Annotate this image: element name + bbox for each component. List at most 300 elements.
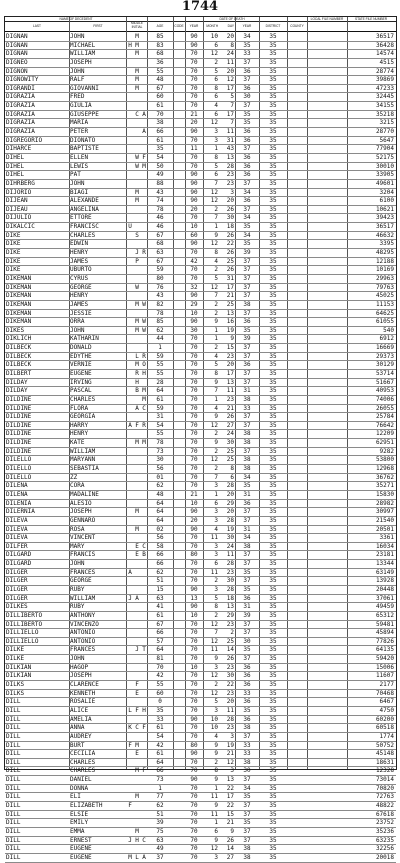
birth-year-cell: 13 — [190, 594, 198, 602]
table-row — [5, 560, 396, 569]
table-row — [5, 698, 396, 707]
first-name-cell: HENRY — [70, 430, 89, 438]
death-month-cell: 2 — [214, 465, 218, 473]
sex-cell: A — [135, 404, 139, 412]
state-file-cell: 63235 — [375, 836, 394, 844]
district-cell: 35 — [269, 102, 277, 110]
state-file-cell: 28774 — [375, 67, 394, 75]
birth-year-cell: 70 — [190, 465, 198, 473]
age-cell: 63 — [156, 594, 164, 602]
first-name-cell: EMILY — [70, 819, 89, 827]
death-year-cell: 37 — [243, 283, 251, 291]
state-file-cell: 30129 — [375, 361, 394, 369]
district-cell: 35 — [269, 681, 277, 689]
last-name-cell: DIKEMAN — [6, 274, 32, 282]
death-year-cell: 37 — [243, 629, 251, 637]
table-row — [5, 621, 396, 630]
age-cell: 46 — [156, 214, 164, 222]
first-name-cell: GENNARO — [70, 516, 96, 524]
last-name-cell: DILELLO — [6, 473, 32, 481]
first-name-cell: DONNA — [70, 784, 89, 792]
death-month-cell: 12 — [210, 240, 218, 248]
sex-cell: E — [135, 689, 139, 697]
death-day-cell: 30 — [226, 534, 234, 542]
age-cell: 49 — [156, 845, 164, 853]
death-year-cell: 37 — [243, 620, 251, 628]
death-day-cell: 8 — [230, 41, 234, 49]
middle-initial-cell: M — [128, 853, 132, 861]
birth-year-cell: 70 — [190, 50, 198, 58]
table-row — [5, 214, 396, 223]
last-name-cell: DILL — [6, 836, 21, 844]
death-day-cell: 28 — [226, 162, 234, 170]
birth-year-cell: 20 — [190, 516, 198, 524]
state-file-cell: 12328 — [375, 767, 394, 775]
death-month-cell: 8 — [214, 369, 218, 377]
birth-year-cell: 70 — [190, 698, 198, 706]
death-month-cell: 6 — [214, 76, 218, 84]
sex-cell: B — [135, 387, 139, 395]
first-name-cell: ELIZABETH — [70, 802, 103, 810]
district-cell: 35 — [269, 283, 277, 291]
first-name-cell: ELLEN — [70, 153, 89, 161]
birth-year-cell: 90 — [190, 715, 198, 723]
sex-cell: F — [135, 681, 139, 689]
state-file-cell: 63149 — [375, 568, 394, 576]
last-name-cell: DILDINE — [6, 395, 32, 403]
death-year-cell: 35 — [243, 568, 251, 576]
middle-initial-cell: F — [128, 802, 132, 810]
table-row — [5, 526, 396, 535]
first-name-cell: JAMES — [70, 300, 89, 308]
sex-cell: M — [135, 827, 139, 835]
birth-year-cell: 70 — [190, 162, 198, 170]
death-month-cell: 8 — [214, 153, 218, 161]
first-name-cell: ORRA — [70, 318, 85, 326]
state-file-cell: 32256 — [375, 845, 394, 853]
first-name-cell: MICHAEL — [70, 41, 96, 49]
sex-cell: M — [135, 793, 139, 801]
birth-year-cell: 90 — [190, 240, 198, 248]
race-cell: C — [142, 404, 146, 412]
death-day-cell: 12 — [226, 76, 234, 84]
sex-cell: M — [135, 508, 139, 516]
death-month-cell: 11 — [210, 646, 218, 654]
first-name-cell: JOSEPH — [70, 672, 92, 680]
table-row — [5, 275, 396, 284]
death-year-cell: 36 — [243, 672, 251, 680]
age-cell: 61 — [156, 750, 164, 758]
death-year-cell: 37 — [243, 421, 251, 429]
death-year-cell: 36 — [243, 499, 251, 507]
birth-year-cell: 80 — [190, 551, 198, 559]
age-cell: 64 — [156, 387, 164, 395]
death-year-cell: 35 — [243, 119, 251, 127]
first-name-cell: PAT — [70, 171, 81, 179]
first-name-cell: CECILIA — [70, 750, 96, 758]
state-file-cell: 64625 — [375, 309, 394, 317]
age-cell: 83 — [156, 41, 164, 49]
district-cell: 35 — [269, 369, 277, 377]
table-row — [5, 707, 396, 716]
first-name-cell: ERNEST — [70, 836, 92, 844]
table-row — [5, 128, 396, 137]
state-file-cell: 15006 — [375, 663, 394, 671]
district-cell: 35 — [269, 620, 277, 628]
age-cell: 64 — [156, 516, 164, 524]
table-row — [5, 266, 396, 275]
sex-cell: R — [135, 369, 139, 377]
district-cell: 35 — [269, 162, 277, 170]
age-cell: 49 — [156, 171, 164, 179]
age-cell: 37 — [156, 853, 164, 861]
first-name-cell: KATE — [70, 439, 85, 447]
death-year-cell: 37 — [243, 102, 251, 110]
state-file-cell: 21540 — [375, 516, 394, 524]
table-row — [5, 180, 396, 189]
first-name-cell: ANTONIO — [70, 629, 96, 637]
death-year-cell: 37 — [243, 516, 251, 524]
first-name-cell: JOHN — [70, 67, 85, 75]
birth-year-cell: 70 — [190, 413, 198, 421]
death-month-cell: 2 — [214, 300, 218, 308]
first-name-cell: RUBY — [70, 603, 85, 611]
death-month-cell: 9 — [214, 655, 218, 663]
death-month-cell: 9 — [214, 836, 218, 844]
age-cell: 46 — [156, 223, 164, 231]
first-name-cell: ANGELINA — [70, 205, 99, 213]
death-year-cell: 37 — [243, 827, 251, 835]
birth-year-cell: 70 — [190, 732, 198, 740]
header-columns — [5, 21, 396, 32]
state-file-cell: 16034 — [375, 542, 394, 550]
birth-year-cell: 70 — [190, 827, 198, 835]
birth-year-cell: 70 — [190, 802, 198, 810]
age-cell: 62 — [156, 802, 164, 810]
death-day-cell: 22 — [226, 681, 234, 689]
state-file-cell: 79763 — [375, 283, 394, 291]
state-file-cell: 12968 — [375, 465, 394, 473]
age-cell: 70 — [156, 663, 164, 671]
first-name-cell: WILLIAM — [70, 594, 96, 602]
death-month-cell: 4 — [214, 732, 218, 740]
first-name-cell: HARRY — [70, 421, 89, 429]
death-day-cell: 25 — [226, 456, 234, 464]
death-day-cell: 23 — [226, 568, 234, 576]
last-name-cell: DILENA — [6, 490, 28, 498]
death-day-cell: 26 — [226, 413, 234, 421]
death-year-cell: 36 — [243, 681, 251, 689]
table-row — [5, 154, 396, 163]
birth-year-cell: 10 — [190, 611, 198, 619]
death-year-cell: 34 — [243, 188, 251, 196]
death-day-cell: 28 — [226, 516, 234, 524]
death-day-cell: 30 — [226, 672, 234, 680]
state-file-cell: 30997 — [375, 508, 394, 516]
district-cell: 35 — [269, 119, 277, 127]
death-year-cell: 38 — [243, 853, 251, 861]
district-cell: 35 — [269, 430, 277, 438]
birth-year-cell: 90 — [190, 603, 198, 611]
death-day-cell: 18 — [226, 594, 234, 602]
age-cell: 55 — [156, 681, 164, 689]
race-cell: F — [142, 153, 146, 161]
table-row — [5, 344, 396, 353]
state-file-cell: 3395 — [379, 240, 394, 248]
death-day-cell: 28 — [226, 482, 234, 490]
last-name-cell: DIGNOWITY — [6, 76, 39, 84]
birth-year-cell: 70 — [190, 249, 198, 257]
birth-year-cell: 70 — [190, 84, 198, 92]
first-name-cell: GIULIA — [70, 102, 92, 110]
birth-year-cell: 70 — [190, 724, 198, 732]
birth-year-cell: 70 — [190, 629, 198, 637]
last-name-cell: DIGNAN — [6, 33, 28, 40]
first-name-cell: JOSEPH — [70, 58, 92, 66]
age-cell: 55 — [156, 361, 164, 369]
first-name-cell: VERNIE — [70, 361, 92, 369]
sex-cell: P — [135, 257, 139, 265]
birth-year-cell: 10 — [190, 223, 198, 231]
table-row — [5, 716, 396, 725]
death-day-cell: 13 — [226, 776, 234, 784]
state-file-cell: 6912 — [379, 335, 394, 343]
death-day-cell: 22 — [226, 802, 234, 810]
death-year-cell: 36 — [243, 663, 251, 671]
state-file-cell: 30010 — [375, 162, 394, 170]
death-day-cell: 26 — [226, 231, 234, 239]
age-cell: 59 — [156, 266, 164, 274]
district-cell: 35 — [269, 577, 277, 585]
age-cell: 60 — [156, 689, 164, 697]
district-cell: 35 — [269, 309, 277, 317]
death-month-cell: 2 — [214, 205, 218, 213]
last-name-cell: DILL — [6, 741, 21, 749]
last-name-cell: DILDINE — [6, 404, 32, 412]
birth-year-cell: 70 — [190, 646, 198, 654]
table-row — [5, 405, 396, 414]
death-year-cell: 39 — [243, 611, 251, 619]
death-day-cell: 20 — [226, 33, 234, 40]
table-row — [5, 672, 396, 681]
death-month-cell: 8 — [214, 603, 218, 611]
last-name-cell: DILLIELLO — [6, 637, 39, 645]
table-row — [5, 750, 396, 759]
table-row — [5, 742, 396, 751]
first-name-cell: CHARLES — [70, 758, 96, 766]
death-day-cell: 22 — [226, 240, 234, 248]
last-name-cell: DIGRAZIA — [6, 128, 35, 136]
race-cell: C — [142, 542, 146, 550]
death-day-cell: 30 — [226, 214, 234, 222]
first-name-cell: HENRY — [70, 249, 89, 257]
last-name-cell: DIHARCE — [6, 145, 32, 153]
age-cell: 55 — [156, 67, 164, 75]
death-year-cell: 36 — [243, 197, 251, 205]
death-year-cell: 37 — [243, 378, 251, 386]
age-cell: 38 — [156, 119, 164, 127]
district-cell: 35 — [269, 810, 277, 818]
death-day-cell: 11 — [226, 128, 234, 136]
table-row — [5, 500, 396, 509]
death-year-cell: 34 — [243, 33, 251, 40]
birth-year-cell: 70 — [190, 456, 198, 464]
table-row — [5, 551, 396, 560]
state-file-cell: 540 — [383, 326, 394, 334]
death-day-cell: 28 — [226, 586, 234, 593]
table-row — [5, 854, 396, 863]
last-name-cell: DILKE — [6, 646, 25, 654]
age-cell: 54 — [156, 732, 164, 740]
death-year-cell: 37 — [243, 551, 251, 559]
state-file-cell: 59481 — [375, 620, 394, 628]
state-file-cell: 59420 — [375, 655, 394, 663]
sex-cell: C — [135, 110, 139, 118]
death-year-cell: 34 — [243, 231, 251, 239]
first-name-cell: EUGENE — [70, 853, 92, 861]
district-cell: 35 — [269, 663, 277, 671]
birth-year-cell: 70 — [190, 810, 198, 818]
age-cell: 64 — [156, 508, 164, 516]
death-year-cell: 31 — [243, 387, 251, 395]
district-cell: 35 — [269, 41, 277, 49]
age-cell: 35 — [156, 145, 164, 153]
sex-cell: L — [135, 853, 139, 861]
first-name-cell: GIOVANNI — [70, 84, 99, 92]
birth-year-cell: 90 — [190, 292, 198, 300]
table-row — [5, 767, 396, 776]
death-month-cell: 7 — [214, 292, 218, 300]
district-cell: 35 — [269, 698, 277, 706]
district-cell: 35 — [269, 318, 277, 326]
last-name-cell: DILL — [6, 793, 21, 801]
state-file-cell: 50752 — [375, 741, 394, 749]
last-name-cell: DILDINE — [6, 439, 32, 447]
age-cell: 62 — [156, 326, 164, 334]
last-name-cell: DILGER — [6, 568, 28, 576]
death-day-cell: 17 — [226, 283, 234, 291]
death-month-cell: 8 — [214, 767, 218, 775]
race-cell: R — [142, 249, 146, 257]
sex-cell: J — [135, 646, 139, 654]
birth-year-cell: 30 — [190, 326, 198, 334]
district-cell: 35 — [269, 145, 277, 153]
age-cell: 67 — [156, 231, 164, 239]
death-day-cell: 29 — [226, 611, 234, 619]
age-cell: 0 — [158, 698, 162, 706]
district-cell: 35 — [269, 827, 277, 835]
death-month-cell: 5 — [214, 594, 218, 602]
first-name-cell: MARYANN — [70, 456, 96, 464]
death-year-cell: 35 — [243, 793, 251, 801]
death-day-cell: 23 — [226, 620, 234, 628]
record-list — [5, 33, 396, 863]
age-cell: 15 — [156, 586, 164, 593]
sex-cell: M — [135, 326, 139, 334]
last-name-cell: DIJORIO — [6, 188, 32, 196]
death-year-cell: 38 — [243, 758, 251, 766]
birth-year-cell: 70 — [190, 447, 198, 455]
table-row — [5, 456, 396, 465]
state-file-cell: 20448 — [375, 586, 394, 593]
table-row — [5, 189, 396, 198]
first-name-cell: JOHN — [70, 560, 85, 568]
death-year-cell: 34 — [243, 473, 251, 481]
death-day-cell: 26 — [226, 249, 234, 257]
state-file-cell: 76642 — [375, 421, 394, 429]
death-day-cell: 23 — [226, 179, 234, 187]
age-cell: 43 — [156, 188, 164, 196]
death-month-cell: 4 — [214, 525, 218, 533]
death-day-cell: 22 — [226, 784, 234, 792]
district-cell: 35 — [269, 784, 277, 792]
age-cell: 66 — [156, 560, 164, 568]
district-cell: 35 — [269, 335, 277, 343]
table-row — [5, 50, 396, 59]
death-day-cell: 8 — [230, 465, 234, 473]
state-file-cell: 45025 — [375, 292, 394, 300]
death-month-cell: 3 — [214, 542, 218, 550]
district-cell: 35 — [269, 257, 277, 265]
birth-year-cell: 90 — [190, 188, 198, 196]
death-month-cell: 2 — [214, 309, 218, 317]
birth-year-cell: 10 — [190, 663, 198, 671]
last-name-cell: DILL — [6, 758, 21, 766]
death-year-cell: 37 — [243, 508, 251, 516]
district-cell: 35 — [269, 646, 277, 654]
death-year-cell: 35 — [243, 110, 251, 118]
death-day-cell: 20 — [226, 508, 234, 516]
death-day-cell: 43 — [226, 145, 234, 153]
col-first: FIRST — [93, 24, 103, 28]
death-year-cell: 37 — [243, 369, 251, 377]
death-day-cell: 17 — [226, 84, 234, 92]
table-row — [5, 759, 396, 768]
age-cell: 74 — [156, 197, 164, 205]
death-day-cell: 19 — [226, 525, 234, 533]
age-cell: 61 — [156, 724, 164, 732]
state-file-cell: 4750 — [379, 706, 394, 714]
table-row — [5, 76, 396, 85]
first-name-cell: ALEXANDE — [70, 197, 99, 205]
birth-year-cell: 70 — [190, 767, 198, 775]
last-name-cell: DIKE — [6, 249, 21, 257]
birth-year-cell: 70 — [190, 793, 198, 801]
district-cell: 35 — [269, 128, 277, 136]
age-cell: 63 — [156, 836, 164, 844]
death-month-cell: 12 — [210, 197, 218, 205]
death-year-cell: 36 — [243, 698, 251, 706]
middle-initial-cell: J — [128, 836, 132, 844]
death-day-cell: 19 — [226, 741, 234, 749]
death-month-cell: 8 — [214, 84, 218, 92]
first-name-cell: JOHN — [70, 179, 85, 187]
death-day-cell: 25 — [226, 447, 234, 455]
death-year-cell: 37 — [243, 810, 251, 818]
first-name-cell: MADALINE — [70, 490, 99, 498]
state-file-cell: 52175 — [375, 153, 394, 161]
death-year-cell: 33 — [243, 741, 251, 749]
birth-year-cell: 70 — [190, 439, 198, 447]
district-cell: 35 — [269, 456, 277, 464]
district-cell: 35 — [269, 421, 277, 429]
table-row — [5, 68, 396, 77]
district-cell: 35 — [269, 629, 277, 637]
death-day-cell: 27 — [226, 853, 234, 861]
death-month-cell: 3 — [214, 128, 218, 136]
birth-year-cell: 21 — [190, 110, 198, 118]
death-month-cell: 6 — [214, 110, 218, 118]
